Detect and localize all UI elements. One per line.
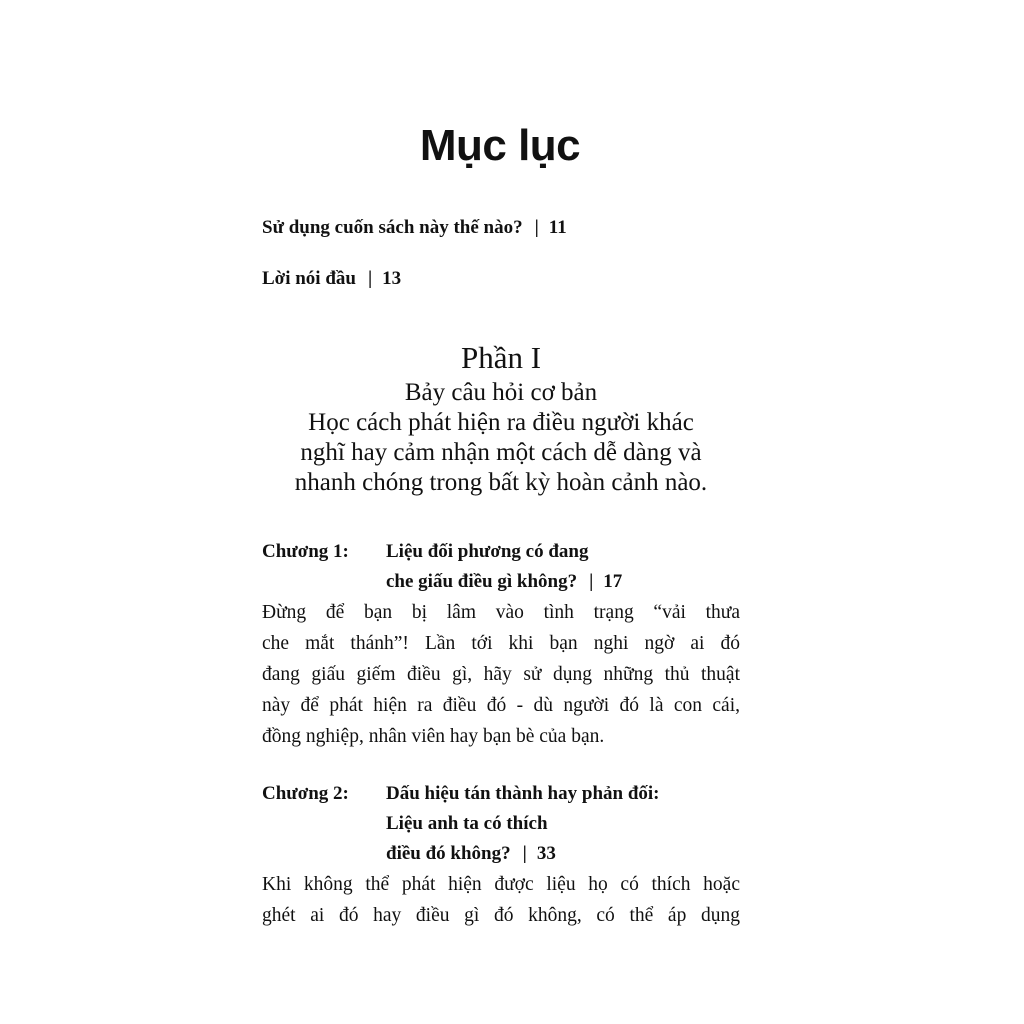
description-line: này để phát hiện ra điều đó - dù người đó là con cái, — [262, 695, 740, 716]
chapter-description — [262, 869, 740, 931]
toc-entry-preface — [262, 268, 401, 290]
description-line: đang giấu giếm điều gì, hãy sử dụng những thủ thuật — [262, 664, 740, 685]
part-subtitle-line: nhanh chóng trong bất kỳ hoàn cảnh nào. — [294, 469, 708, 496]
chapter-label: Chương 1: — [262, 541, 349, 562]
chapter-2 — [262, 779, 740, 931]
chapter-title-line — [386, 839, 740, 869]
chapter-title — [386, 779, 740, 869]
description-line: ghét ai đó hay điều gì đó không, có thể áp dụng — [262, 905, 740, 926]
chapter-title-text: che giấu điều gì không? — [386, 571, 578, 592]
description-line: Đừng để bạn bị lâm vào tình trạng “vải thưa — [262, 602, 740, 623]
chapter-label: Chương 2: — [262, 783, 349, 804]
page-title: Mục lục — [419, 121, 581, 171]
description-line: che mắt thánh”! Lần tới khi bạn nghi ngờ ai đó — [262, 633, 740, 654]
chapter-title — [386, 537, 740, 597]
part-title: Phần I — [460, 340, 542, 375]
chapter-heading — [262, 779, 740, 869]
chapter-title-text: điều đó không? — [386, 843, 511, 864]
toc-page-number: 17 — [603, 571, 623, 592]
toc-separator: | — [522, 843, 527, 864]
chapter-heading — [262, 537, 740, 597]
toc-page-number: 11 — [548, 217, 567, 238]
description-line: Khi không thể phát hiện được liệu họ có thích hoặc — [262, 874, 740, 895]
toc-separator: | — [534, 217, 539, 238]
part-subtitle-line: nghĩ hay cảm nhận một cách dễ dàng và — [300, 439, 702, 466]
toc-page-number: 33 — [536, 843, 556, 864]
chapter-title-line: Dấu hiệu tán thành hay phản đối: — [386, 783, 660, 804]
toc-entry-how-to-use — [262, 217, 567, 239]
chapter-title-line: Liệu anh ta có thích — [386, 813, 548, 834]
description-line: đồng nghiệp, nhân viên hay bạn bè của bạn. — [262, 726, 605, 747]
part-subtitle-line: Bảy câu hỏi cơ bản — [404, 379, 598, 406]
toc-page-number: 13 — [382, 268, 402, 289]
toc-entry-title: Sử dụng cuốn sách này thế nào? — [262, 217, 523, 238]
toc-separator: | — [589, 571, 594, 592]
chapter-title-line: Liệu đối phương có đang — [386, 541, 589, 562]
toc-entry-title: Lời nói đầu — [262, 268, 356, 289]
chapter-title-line — [386, 567, 740, 597]
chapter-1 — [262, 537, 740, 752]
part-subtitle-line: Học cách phát hiện ra điều người khác — [308, 409, 694, 436]
part-heading — [262, 338, 740, 498]
toc-separator: | — [367, 268, 373, 289]
chapter-description — [262, 597, 740, 752]
